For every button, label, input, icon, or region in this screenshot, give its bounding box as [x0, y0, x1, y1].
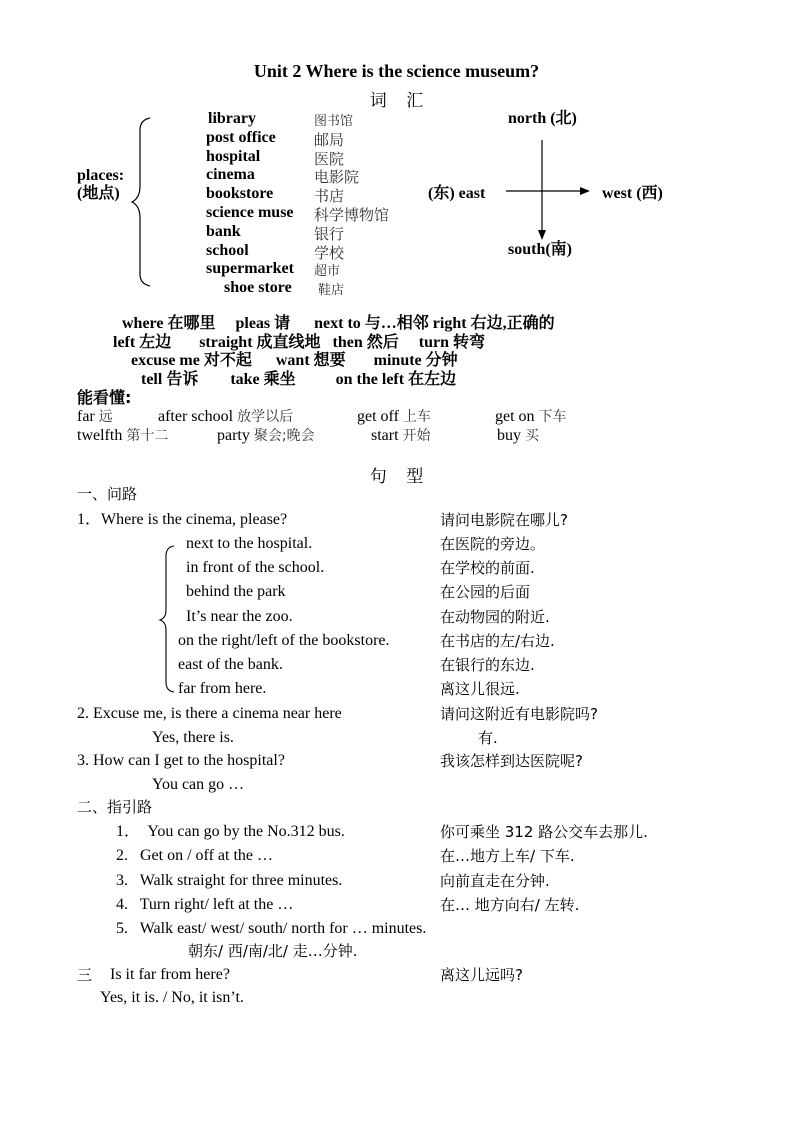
words-line-4: tell 告诉 take 乘坐 on the left 在左边 — [141, 371, 457, 388]
vocab-heading: 词 汇 — [369, 91, 424, 111]
words-line-2: left 左边 straight 成直线地 then 然后 turn 转弯 — [113, 334, 485, 351]
place-item-cn: 银行 — [314, 224, 345, 243]
direction-item-en: 5. Walk east/ west/ south/ north for … minutes. — [116, 920, 427, 938]
compass-west: west (西) — [602, 185, 663, 202]
compass-arrows — [500, 138, 600, 248]
answer-item-cn: 离这儿很远. — [440, 680, 520, 699]
q2-cn: 请问这附近有电影院吗? — [440, 705, 598, 723]
q3-en: 3. How can I get to the hospital? — [77, 752, 285, 769]
direction-item-en: 2. Get on / off at the … — [116, 847, 274, 865]
place-item-en: bank — [206, 222, 241, 240]
direction-item-cn: 你可乘坐 312 路公交车去那儿. — [440, 823, 648, 841]
place-item-en: school — [206, 241, 249, 259]
direction-item-cn: 在… 地方向右/ 左转. — [440, 895, 580, 914]
place-item-en: library — [208, 110, 256, 127]
section2-heading: 二、指引路 — [77, 798, 153, 816]
place-item-cn: 电影院 — [314, 168, 360, 187]
answer-item-en: in front of the school. — [186, 559, 325, 577]
places-label: places: — [77, 167, 125, 184]
words-line-1: where 在哪里 pleas 请 next to 与…相邻 right 右边,正确的 — [122, 315, 555, 332]
place-item-en: shoe store — [224, 279, 292, 297]
q2-en: 2. Excuse me, is there a cinema near here — [77, 705, 342, 722]
place-item-cn: 书店 — [314, 187, 345, 206]
a2-en: Yes, there is. — [152, 729, 234, 746]
answer-item-en: far from here. — [178, 680, 267, 698]
places-brace — [128, 116, 158, 288]
q1-cn: 请问电影院在哪儿? — [440, 511, 568, 529]
direction-item-en: 3. Walk straight for three minutes. — [116, 871, 343, 889]
q4-cn: 离这儿远吗? — [440, 966, 523, 984]
answer-item-cn: 在银行的东边. — [440, 656, 535, 674]
compass-south: south(南) — [508, 241, 573, 258]
compass-north: north (北) — [508, 110, 577, 127]
words-line-3: excuse me 对不起 want 想要 minute 分钟 — [131, 352, 458, 369]
place-item-cn: 邮局 — [314, 130, 345, 149]
place-item-cn: 学校 — [314, 243, 345, 262]
direction-item-cn: 在…地方上车/ 下车. — [440, 847, 575, 866]
answer-item-en: east of the bank. — [178, 656, 283, 673]
page-title: Unit 2 Where is the science museum? — [253, 61, 540, 81]
direction-item-cn: 向前直走在分钟. — [440, 871, 550, 890]
places-label-cn: (地点) — [77, 185, 120, 202]
place-item-en: supermarket — [206, 260, 294, 278]
q4-en: Is it far from here? — [110, 966, 230, 983]
answer-item-cn: 在学校的前面. — [440, 559, 535, 578]
place-item-cn: 超市 — [314, 264, 341, 280]
place-item-en: post office — [206, 128, 276, 146]
a3-en: You can go … — [152, 776, 245, 793]
answer-item-cn: 在公园的后面 — [440, 583, 531, 602]
answer-item-cn: 在书店的左/右边. — [440, 631, 555, 650]
compass-east: (东) east — [428, 185, 486, 202]
answer-item-en: next to the hospital. — [186, 535, 313, 552]
place-item-en: cinema — [206, 166, 255, 184]
answer-item-cn: 在医院的旁边。 — [440, 535, 546, 553]
direction-item-en: 1． You can go by the No.312 bus. — [116, 823, 345, 840]
section3-heading: 三 — [77, 966, 93, 984]
understand-heading: 能看懂: — [77, 388, 132, 407]
item5-cn: 朝东/ 西/南/北/ 走…分钟. — [188, 942, 358, 960]
a4-en: Yes, it is. / No, it isn’t. — [100, 989, 244, 1006]
direction-item-en: 4. Turn right/ left at the … — [116, 895, 294, 913]
sentence-heading: 句 型 — [369, 467, 424, 487]
q1-en: 1．Where is the cinema, please? — [77, 511, 288, 528]
q3-cn: 我该怎样到达医院呢? — [440, 752, 583, 770]
place-item-en: bookstore — [206, 185, 274, 203]
place-item-cn: 科学博物馆 — [314, 206, 390, 224]
place-item-cn: 医院 — [314, 149, 345, 168]
a2-cn: 有. — [478, 729, 498, 747]
place-item-cn: 图书馆 — [314, 114, 354, 129]
place-item-en: science muse — [206, 204, 294, 221]
answer-item-en: It’s near the zoo. — [186, 607, 293, 625]
place-item-en: hospital — [206, 147, 261, 165]
answer-item-en: on the right/left of the bookstore. — [178, 631, 390, 649]
answer-item-en: behind the park — [186, 583, 286, 601]
answers-brace — [158, 544, 180, 694]
section1-heading: 一、问路 — [77, 485, 138, 503]
place-item-cn: 鞋店 — [318, 283, 345, 299]
answer-item-cn: 在动物园的附近. — [440, 607, 550, 626]
